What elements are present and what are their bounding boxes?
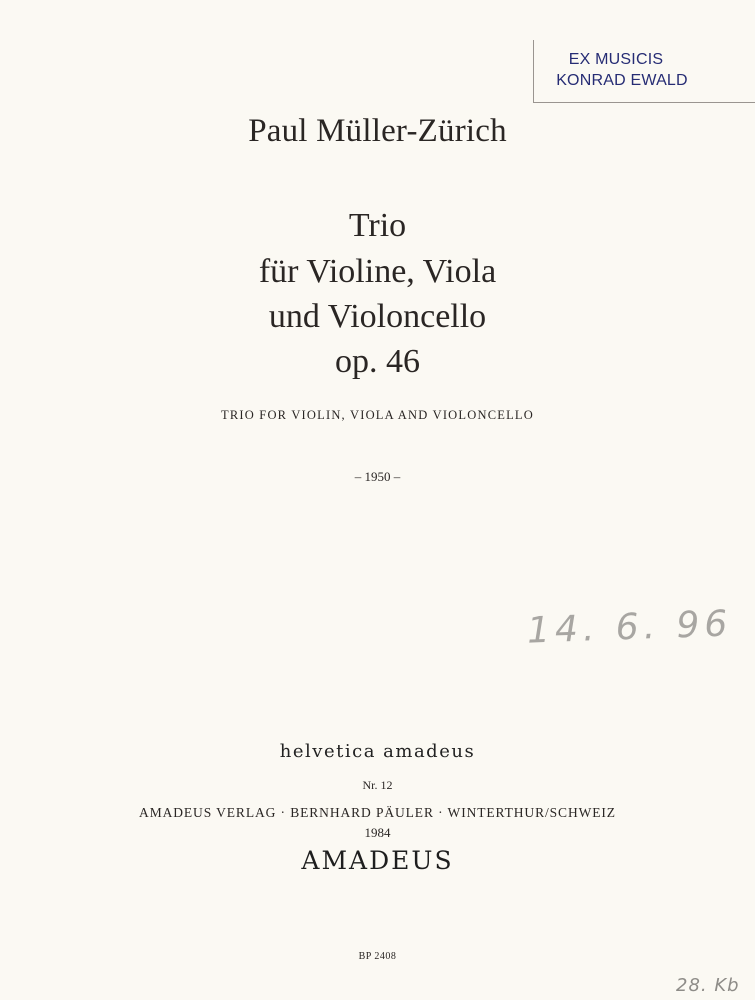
title-line-3: und Violoncello xyxy=(268,298,487,335)
title-line-1: Trio xyxy=(348,207,407,244)
handwritten-date: 14. 6. 96 xyxy=(526,603,733,652)
ownership-stamp xyxy=(533,40,755,103)
publisher-logo: AMADEUS xyxy=(301,846,454,875)
title-line-2: für Violine, Viola xyxy=(258,253,497,290)
publication-year: 1984 xyxy=(364,825,391,840)
series-name: helvetica amadeus xyxy=(279,741,476,762)
english-subtitle: TRIO FOR VIOLIN, VIOLA AND VIOLONCELLO xyxy=(221,408,534,422)
composer-name: Paul Müller-Zürich xyxy=(248,113,507,149)
opus-number: op. 46 xyxy=(335,343,420,380)
stamp-line-1: EX MUSICIS xyxy=(568,51,664,68)
composition-year: – 1950 – xyxy=(354,469,401,484)
stamp-line-2: KONRAD EWALD xyxy=(556,72,688,89)
handwritten-code: 28. Kb xyxy=(676,975,740,996)
publisher-line: AMADEUS VERLAG · BERNHARD PÄULER · WINTERTHUR/SCHWEIZ xyxy=(139,805,616,820)
series-number: Nr. 12 xyxy=(362,778,393,792)
catalog-code: BP 2408 xyxy=(358,951,397,962)
